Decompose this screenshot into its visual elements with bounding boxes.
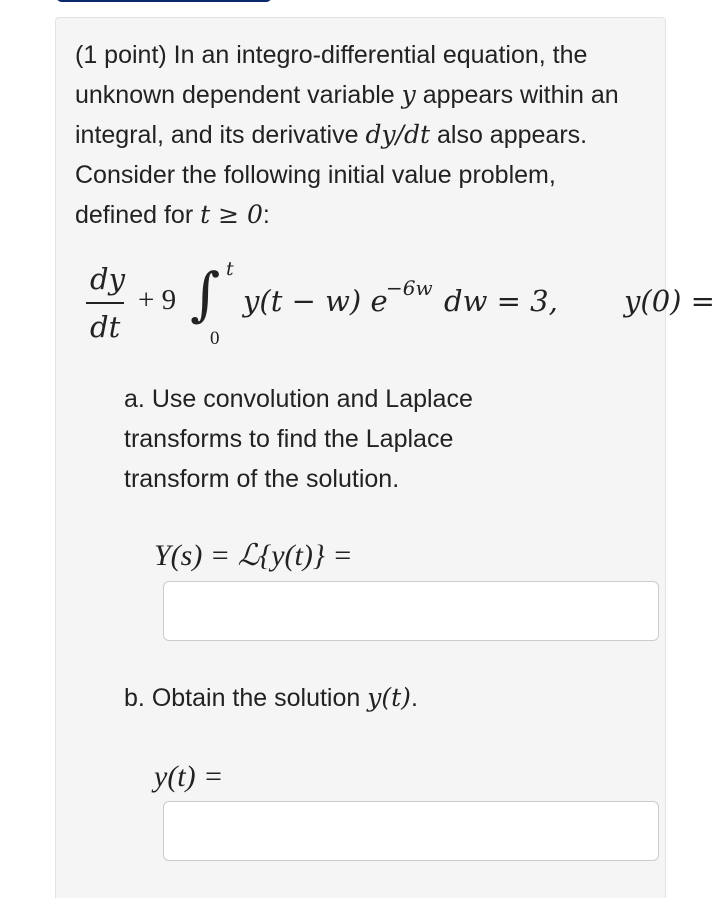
part-a-text: Use convolution and Laplace transforms to find the Laplace transform of the solution. <box>124 385 473 493</box>
fraction-bar <box>86 302 124 304</box>
integrand: y(t − w) e <box>243 284 388 318</box>
part-b-text: Obtain the solution <box>151 684 361 712</box>
fraction-denominator: dt <box>90 310 121 344</box>
fraction-numerator: dy <box>90 262 125 296</box>
exponent: −6w <box>386 276 433 300</box>
integro-differential-equation <box>86 258 720 358</box>
points-label: (1 point) <box>75 41 167 69</box>
laplace-label: Y(s) = ℒ{y(t)} = <box>154 539 353 572</box>
intro-text: In an integro-differential equation, the unknown dependent variable <box>75 41 588 109</box>
period: . <box>410 684 418 712</box>
laplace-answer-input[interactable] <box>163 581 659 641</box>
integral-sign: ∫ <box>190 260 221 328</box>
integral-upper-limit: t <box>226 258 234 280</box>
part-a-label: a. <box>124 385 145 413</box>
intro-text: appears within an integral, and its derivative <box>75 81 619 149</box>
math-condition: t ≥ 0 <box>200 200 263 229</box>
part-a-question <box>124 379 544 499</box>
problem-statement <box>75 35 635 235</box>
intro-text: also appears. Consider the following initial value problem, defined for <box>75 121 588 229</box>
integral-lower-limit: 0 <box>210 328 220 349</box>
math-y: y <box>401 80 416 109</box>
equation-rhs: dw = 3, <box>444 284 558 318</box>
initial-condition: y(0) = <box>624 284 715 318</box>
part-b-question <box>124 678 624 718</box>
math-derivative: dy/dt <box>365 120 431 149</box>
part-b-label: b. <box>124 684 145 712</box>
solution-label: y(t) = <box>154 760 224 793</box>
math-y-of-t: y(t) <box>367 683 411 712</box>
plus-nine: + 9 <box>138 284 177 316</box>
colon: : <box>262 201 270 229</box>
solution-answer-input[interactable] <box>163 801 659 861</box>
top-nav-button[interactable] <box>56 0 272 2</box>
